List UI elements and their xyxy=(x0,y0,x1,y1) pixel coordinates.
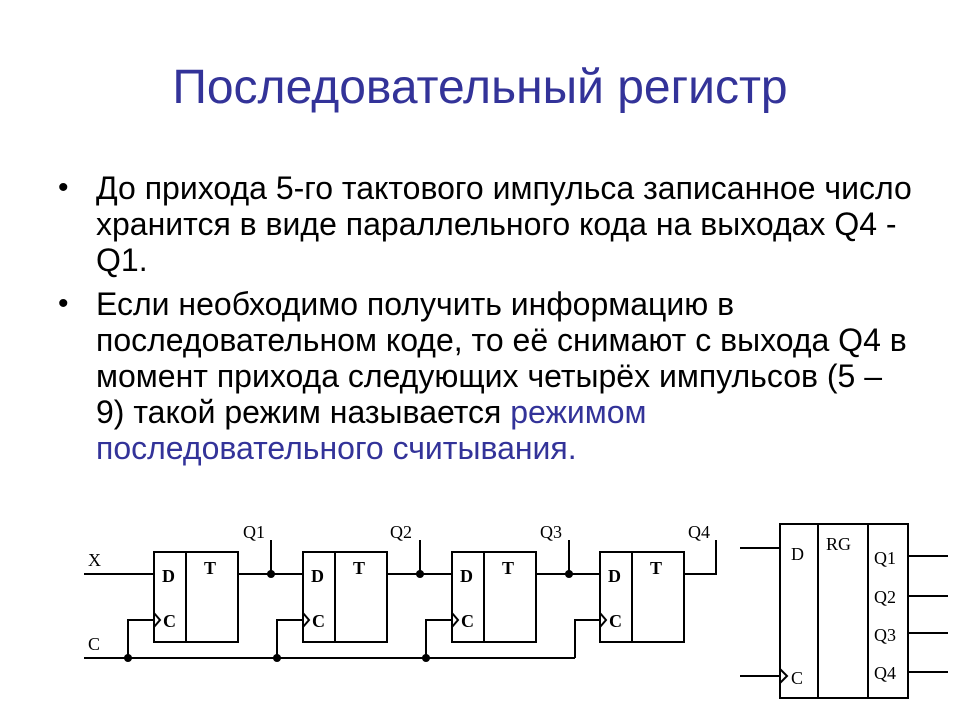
ff2-t-label: T xyxy=(353,558,366,578)
bullet-dot-icon: • xyxy=(58,171,69,204)
rg-q1-label: Q1 xyxy=(874,548,896,568)
rg-q4-label: Q4 xyxy=(874,663,896,683)
rg-q2-label: Q2 xyxy=(874,587,896,607)
input-x-label: X xyxy=(88,550,101,570)
rg-q3-label: Q3 xyxy=(874,625,896,645)
ff4-c-label: C xyxy=(609,611,622,631)
ff4-t-label: T xyxy=(650,558,663,578)
q1-label: Q1 xyxy=(243,522,265,542)
rg-d-label: D xyxy=(791,544,804,564)
ff3-c-label: C xyxy=(461,611,474,631)
ff2-c-label: C xyxy=(312,611,325,631)
ff4-d-label: D xyxy=(608,566,621,586)
ff1-d-label: D xyxy=(162,566,175,586)
bullet-text: Если необходимо получить информацию в последовательном коде, то её снимают с выхода Q4 в момент прихода следующих четырёх импульсов (5 – 9) такой режим называется xyxy=(96,286,907,430)
slide-title: Последовательный регистр xyxy=(172,61,788,114)
bullet-highlight: режимом последовательного считывания. xyxy=(96,394,647,466)
ff1-t-label: T xyxy=(204,558,217,578)
q2-label: Q2 xyxy=(390,522,412,542)
bullet-dot-icon: • xyxy=(58,287,69,320)
bullet-text: До прихода 5-го тактового импульса записанное число хранится в виде параллельного кода на выходах Q4 - Q1. xyxy=(96,170,912,278)
rg-name-label: RG xyxy=(826,534,852,554)
ff1-c-label: C xyxy=(163,611,176,631)
ff3-d-label: D xyxy=(460,566,473,586)
rg-c-label: C xyxy=(791,668,804,688)
q4-label: Q4 xyxy=(688,522,710,542)
q3-label: Q3 xyxy=(540,522,562,542)
ff3-t-label: T xyxy=(502,558,515,578)
ff2-d-label: D xyxy=(311,566,324,586)
input-c-label: C xyxy=(88,634,101,654)
